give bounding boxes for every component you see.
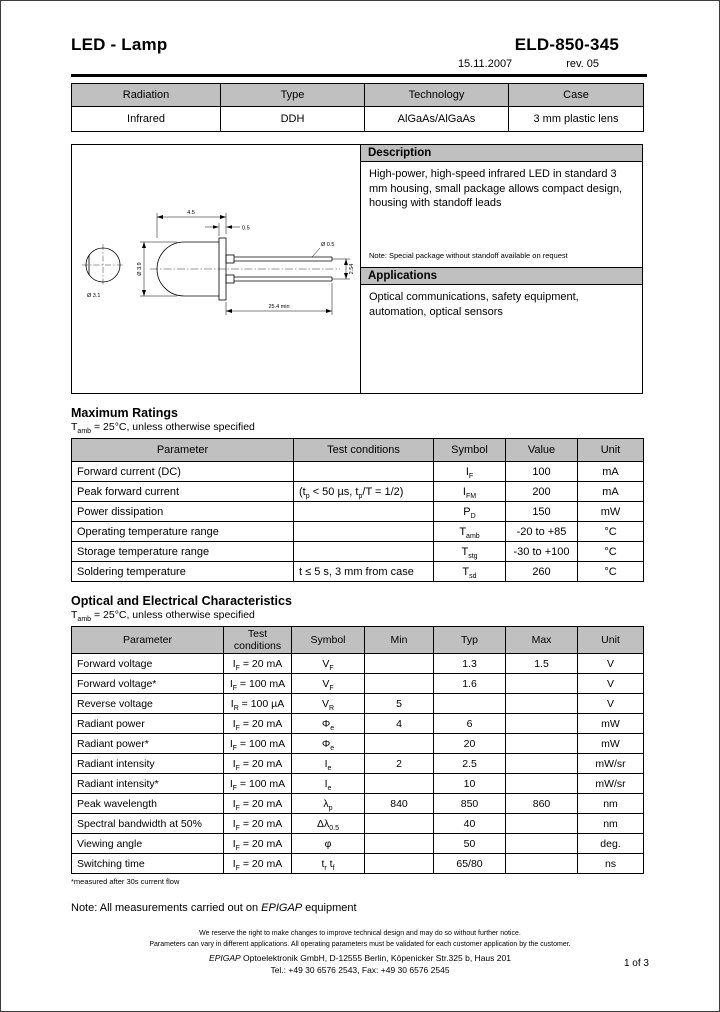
char-header-min: Min (365, 627, 434, 654)
cell-conditions: t ≤ 5 s, 3 mm from case (294, 562, 434, 582)
table-row (72, 542, 644, 562)
cell-unit: °C (578, 562, 644, 582)
dim-label-lead-length: 25.4 min (268, 304, 290, 310)
applications-text: Optical communications, safety equipment, automation, optical sensors (369, 291, 579, 318)
cell-symbol: $T_{amb}$ (434, 522, 506, 542)
table-row (72, 714, 644, 734)
summary-case-value: 3 mm plastic lens (509, 107, 644, 132)
cell-min (365, 774, 434, 794)
summary-type-value: DDH (221, 107, 365, 132)
footer-company-line (1, 953, 719, 965)
cell-max (506, 834, 578, 854)
summary-header-radiation: Radiation (72, 84, 221, 107)
ratings-header-parameter: Parameter (72, 439, 294, 462)
dim-label-flange-width: 0.5 (242, 225, 250, 232)
cell-unit: °C (578, 522, 644, 542)
table-row (72, 854, 644, 874)
cell-parameter: Viewing angle (72, 834, 224, 854)
table-row (72, 694, 644, 714)
led-side-view (150, 238, 340, 300)
cell-parameter: Storage temperature range (72, 542, 294, 562)
char-header-symbol: Symbol (292, 627, 365, 654)
cell-parameter: Radiant intensity* (72, 774, 224, 794)
cell-min: 5 (365, 694, 434, 714)
cell-symbol: $V_F$ (292, 674, 365, 694)
equipment-note (71, 902, 719, 914)
cell-conditions: $I_F = 20$ mA (224, 794, 292, 814)
dim-label-dome-diameter: Ø 3.9 (137, 262, 143, 276)
led-front-view (82, 244, 124, 286)
cell-unit: deg. (578, 834, 644, 854)
cell-parameter: Soldering temperature (72, 562, 294, 582)
cell-min (365, 734, 434, 754)
cell-min (365, 834, 434, 854)
cell-parameter: Forward voltage (72, 654, 224, 674)
maximum-ratings-title: Maximum Ratings (71, 406, 178, 420)
table-row (72, 674, 644, 694)
cell-conditions: $I_F = 20$ mA (224, 834, 292, 854)
cell-symbol: $t_r$ $t_f$ (292, 854, 365, 874)
table-row (72, 734, 644, 754)
cell-unit: V (578, 694, 644, 714)
part-number: ELD-850-345 (514, 35, 619, 54)
cell-max (506, 674, 578, 694)
ratings-header-row (72, 439, 644, 462)
description-title: Description (361, 145, 642, 162)
cell-symbol: φ (292, 834, 365, 854)
doc-header (1, 35, 719, 77)
doc-type-title: LED - Lamp (71, 35, 168, 54)
date-row (1, 58, 599, 70)
cell-value: 100 (506, 462, 578, 482)
footer-disclaimer-2: Parameters can vary in different applications. All operating parameters must be validated for each customer application by the customer. (149, 940, 571, 948)
cell-parameter: Reverse voltage (72, 694, 224, 714)
title-row (71, 35, 619, 55)
cell-parameter: Radiant intensity (72, 754, 224, 774)
cell-conditions: $I_R = 100$ µA (224, 694, 292, 714)
dim-label-lead-diameter: Ø 0.5 (321, 242, 335, 248)
cell-symbol: $I_e$ (292, 754, 365, 774)
cell-value: -30 to +100 (506, 542, 578, 562)
ratings-header-unit: Unit (578, 439, 644, 462)
doc-revision: rev. 05 (566, 58, 599, 70)
cell-min: 840 (365, 794, 434, 814)
cell-conditions (294, 502, 434, 522)
cell-unit: nm (578, 814, 644, 834)
table-row (72, 814, 644, 834)
ratings-condition-note: $T_{amb} = 25^\circ C$, unless otherwise specified (71, 421, 255, 436)
equipment-note-suffix: equipment (302, 902, 357, 914)
cell-typ: 20 (434, 734, 506, 754)
cell-parameter: Forward current (DC) (72, 462, 294, 482)
cell-parameter: Radiant power (72, 714, 224, 734)
page-number: 1 of 3 (623, 958, 649, 969)
summary-table (71, 83, 644, 132)
cell-min (365, 854, 434, 874)
dim-label-body-length: 4.5 (187, 210, 195, 216)
cell-symbol: $\Phi_e$ (292, 714, 365, 734)
table-row (72, 562, 644, 582)
table-row (72, 834, 644, 854)
cell-max (506, 714, 578, 734)
cell-conditions: $I_F = 20$ mA (224, 854, 292, 874)
cell-typ: 1.3 (434, 654, 506, 674)
characteristics-table (71, 626, 644, 874)
cell-parameter: Radiant power* (72, 734, 224, 754)
cell-symbol: $\lambda_p$ (292, 794, 365, 814)
cell-min (365, 674, 434, 694)
page-footer (1, 929, 719, 977)
cell-symbol: $T_{sd}$ (434, 562, 506, 582)
cell-min (365, 654, 434, 674)
table-row (72, 462, 644, 482)
cell-symbol: $V_R$ (292, 694, 365, 714)
characteristics-title: Optical and Electrical Characteristics (71, 594, 292, 608)
cell-symbol: $I_{FM}$ (434, 482, 506, 502)
description-text: High-power, high-speed infrared LED in standard 3 mm housing, small package allows compact design, housing with standoff leads (369, 168, 623, 210)
cell-conditions (294, 542, 434, 562)
summary-header-technology: Technology (365, 84, 509, 107)
cell-conditions (294, 522, 434, 542)
cell-typ: 2.5 (434, 754, 506, 774)
cell-conditions: $I_F = 20$ mA (224, 814, 292, 834)
cell-parameter: Operating temperature range (72, 522, 294, 542)
cell-typ: 850 (434, 794, 506, 814)
cell-max: 860 (506, 794, 578, 814)
cell-typ (434, 694, 506, 714)
summary-header-type: Type (221, 84, 365, 107)
cell-symbol: $\Delta\lambda_{0.5}$ (292, 814, 365, 834)
cell-parameter: Peak wavelength (72, 794, 224, 814)
cell-typ: 65/80 (434, 854, 506, 874)
cell-parameter: Peak forward current (72, 482, 294, 502)
cell-max (506, 754, 578, 774)
cell-unit: mW (578, 502, 644, 522)
cell-unit: V (578, 674, 644, 694)
cell-unit: mA (578, 482, 644, 502)
cell-parameter: Forward voltage* (72, 674, 224, 694)
table-row (72, 654, 644, 674)
cell-conditions: $I_F = 100$ mA (224, 774, 292, 794)
applications-title: Applications (361, 268, 642, 285)
description-section (361, 145, 642, 268)
cell-typ: 40 (434, 814, 506, 834)
table-row (72, 774, 644, 794)
characteristics-header-row (72, 627, 644, 654)
cell-conditions: $I_F = 100$ mA (224, 734, 292, 754)
cell-typ: 1.6 (434, 674, 506, 694)
char-header-parameter: Parameter (72, 627, 224, 654)
ratings-header-value: Value (506, 439, 578, 462)
cell-symbol: $I_F$ (434, 462, 506, 482)
cell-unit: mW (578, 734, 644, 754)
cell-unit: ns (578, 854, 644, 874)
led-package-diagram (72, 145, 359, 393)
char-header-conditions: Test conditions (224, 627, 292, 654)
cell-unit: °C (578, 542, 644, 562)
cell-conditions (294, 462, 434, 482)
cell-unit: mW/sr (578, 754, 644, 774)
footer-contact: Tel.: +49 30 6576 2543, Fax: +49 30 6576 2545 (270, 965, 450, 976)
dim-label-lead-pitch: 2.54 (349, 263, 355, 275)
footer-company-brand: EPIGAP (209, 953, 241, 964)
cell-typ: 50 (434, 834, 506, 854)
equipment-note-prefix: Note: All measurements carried out on (71, 902, 262, 914)
applications-section (361, 268, 642, 393)
cell-unit: nm (578, 794, 644, 814)
header-rule (71, 74, 647, 77)
cell-symbol: $P_D$ (434, 502, 506, 522)
footer-disclaimer-1: We reserve the right to make changes to improve technical design and may do so without further notice. (199, 930, 521, 938)
cell-conditions: ($t_p < 50$ µs, $t_p/T = 1/2$) (294, 482, 434, 502)
cell-symbol: $I_e$ (292, 774, 365, 794)
cell-conditions: $I_F = 20$ mA (224, 754, 292, 774)
cell-value: 150 (506, 502, 578, 522)
table-row (72, 482, 644, 502)
cell-unit: mW (578, 714, 644, 734)
cell-symbol: $\Phi_e$ (292, 734, 365, 754)
cell-value: -20 to +85 (506, 522, 578, 542)
equipment-note-brand: EPIGAP (261, 902, 303, 914)
ratings-header-symbol: Symbol (434, 439, 506, 462)
description-note: Note: Special package without standoff available on request (369, 251, 568, 260)
summary-data-row (72, 107, 644, 132)
cell-max (506, 734, 578, 754)
cell-unit: mA (578, 462, 644, 482)
cell-max: 1.5 (506, 654, 578, 674)
summary-header-case: Case (509, 84, 644, 107)
char-header-unit: Unit (578, 627, 644, 654)
table-row (72, 522, 644, 542)
doc-date: 15.11.2007 (457, 58, 513, 70)
measurement-footnote: *measured after 30s current flow (71, 877, 180, 886)
cell-max (506, 814, 578, 834)
dim-label-front-diameter: Ø 3.1 (87, 293, 101, 299)
cell-max (506, 774, 578, 794)
cell-symbol: $V_F$ (292, 654, 365, 674)
cell-min: 4 (365, 714, 434, 734)
table-row (72, 794, 644, 814)
figure-panel (71, 144, 643, 394)
cell-parameter: Power dissipation (72, 502, 294, 522)
char-header-typ: Typ (434, 627, 506, 654)
cell-max (506, 854, 578, 874)
cell-symbol: $T_{stg}$ (434, 542, 506, 562)
summary-technology-value: AlGaAs/AlGaAs (365, 107, 509, 132)
maximum-ratings-table (71, 438, 644, 582)
cell-conditions: $I_F = 100$ mA (224, 674, 292, 694)
figure-info-column (361, 145, 642, 393)
footer-company-rest: Optoelektronik GmbH, D-12555 Berlin, Köpenicker Str.325 b, Haus 201 (240, 953, 511, 964)
cell-value: 200 (506, 482, 578, 502)
cell-min: 2 (365, 754, 434, 774)
char-header-max: Max (506, 627, 578, 654)
cell-min (365, 814, 434, 834)
cell-max (506, 694, 578, 714)
cell-parameter: Spectral bandwidth at 50% (72, 814, 224, 834)
cell-unit: mW/sr (578, 774, 644, 794)
summary-radiation-value: Infrared (72, 107, 221, 132)
table-row (72, 502, 644, 522)
cell-conditions: $I_F = 20$ mA (224, 654, 292, 674)
cell-typ: 10 (434, 774, 506, 794)
package-drawing (72, 145, 361, 393)
ratings-header-conditions: Test conditions (294, 439, 434, 462)
cell-conditions: $I_F = 20$ mA (224, 714, 292, 734)
cell-parameter: Switching time (72, 854, 224, 874)
table-row (72, 754, 644, 774)
summary-header-row (72, 84, 644, 107)
cell-unit: V (578, 654, 644, 674)
cell-typ: 6 (434, 714, 506, 734)
cell-value: 260 (506, 562, 578, 582)
characteristics-condition-note: $T_{amb} = 25^\circ C$, unless otherwise specified (71, 609, 255, 624)
